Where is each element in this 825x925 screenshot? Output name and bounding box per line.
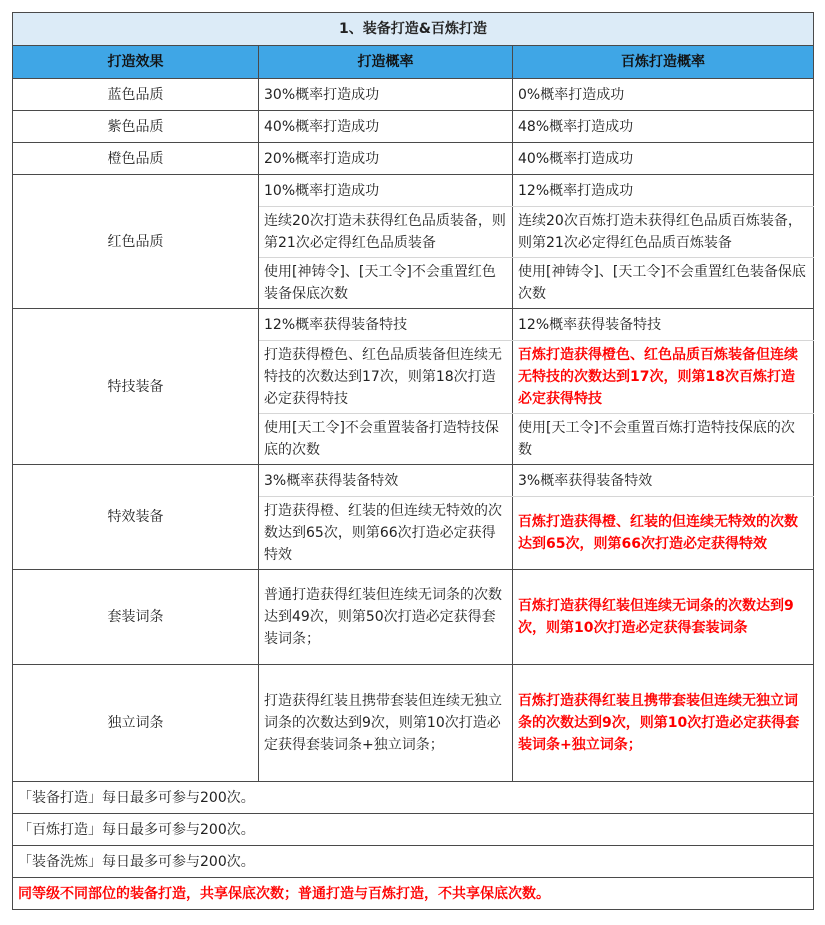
normal-red-1: 10%概率打造成功 <box>259 175 513 207</box>
normal-red-2: 连续20次打造未获得红色品质装备，则第21次必定得红色品质装备 <box>259 207 513 258</box>
table-row <box>13 175 814 207</box>
effect-orange: 橙色品质 <box>13 143 259 175</box>
refine-unique: 百炼打造获得红装且携带套装但连续无独立词条的次数达到9次，则第10次打造必定获得套装词条+独立词条； <box>513 665 814 782</box>
table-row <box>13 79 814 111</box>
refine-skill-3: 使用[天工令]不会重置百炼打造特技保底的次数 <box>513 414 814 465</box>
effect-red: 红色品质 <box>13 175 259 309</box>
table-row <box>13 665 814 782</box>
normal-skill-2: 打造获得橙色、红色品质装备但连续无特技的次数达到17次，则第18次打造必定获得特技 <box>259 341 513 414</box>
effect-set: 套装词条 <box>13 570 259 665</box>
header-effect: 打造效果 <box>13 46 259 79</box>
effect-unique: 独立词条 <box>13 665 259 782</box>
table-row <box>13 782 814 814</box>
normal-unique: 打造获得红装且携带套装但连续无独立词条的次数达到9次，则第10次打造必定获得套装词条+独立词条； <box>259 665 513 782</box>
normal-purple: 40%概率打造成功 <box>259 111 513 143</box>
refine-skill-2: 百炼打造获得橙色、红色品质百炼装备但连续无特技的次数达到17次，则第18次百炼打造必定获得特技 <box>513 341 814 414</box>
note-wash-limit: 「装备洗炼」每日最多可参与200次。 <box>13 846 814 878</box>
refine-purple: 48%概率打造成功 <box>513 111 814 143</box>
refine-red-2: 连续20次百炼打造未获得红色品质百炼装备，则第21次必定得红色品质百炼装备 <box>513 207 814 258</box>
forging-rules-table <box>12 12 814 910</box>
table-row <box>13 814 814 846</box>
refine-special-1: 3%概率获得装备特效 <box>513 465 814 497</box>
table-title: 1、装备打造&百炼打造 <box>13 13 814 46</box>
table-row <box>13 465 814 497</box>
table-row <box>13 846 814 878</box>
refine-red-1: 12%概率打造成功 <box>513 175 814 207</box>
note-refine-limit: 「百炼打造」每日最多可参与200次。 <box>13 814 814 846</box>
effect-skill: 特技装备 <box>13 309 259 465</box>
table-row <box>13 143 814 175</box>
effect-special: 特效装备 <box>13 465 259 570</box>
effect-blue: 蓝色品质 <box>13 79 259 111</box>
refine-special-2: 百炼打造获得橙、红装的但连续无特效的次数达到65次，则第66次打造必定获得特效 <box>513 497 814 570</box>
rules-table-container <box>12 12 813 910</box>
normal-set: 普通打造获得红装但连续无词条的次数达到49次，则第50次打造必定获得套装词条； <box>259 570 513 665</box>
normal-special-1: 3%概率获得装备特效 <box>259 465 513 497</box>
refine-orange: 40%概率打造成功 <box>513 143 814 175</box>
refine-set: 百炼打造获得红装但连续无词条的次数达到9次，则第10次打造必定获得套装词条 <box>513 570 814 665</box>
table-row <box>13 111 814 143</box>
header-normal-rate: 打造概率 <box>259 46 513 79</box>
effect-purple: 紫色品质 <box>13 111 259 143</box>
header-refine-rate: 百炼打造概率 <box>513 46 814 79</box>
table-row <box>13 309 814 341</box>
table-row <box>13 570 814 665</box>
normal-orange: 20%概率打造成功 <box>259 143 513 175</box>
note-forge-limit: 「装备打造」每日最多可参与200次。 <box>13 782 814 814</box>
refine-skill-1: 12%概率获得装备特技 <box>513 309 814 341</box>
note-shared-pity: 同等级不同部位的装备打造，共享保底次数；普通打造与百炼打造，不共享保底次数。 <box>13 878 814 910</box>
normal-red-3: 使用[神铸令]、[天工令]不会重置红色装备保底次数 <box>259 258 513 309</box>
refine-blue: 0%概率打造成功 <box>513 79 814 111</box>
normal-skill-3: 使用[天工令]不会重置装备打造特技保底的次数 <box>259 414 513 465</box>
refine-red-3: 使用[神铸令]、[天工令]不会重置红色装备保底次数 <box>513 258 814 309</box>
normal-skill-1: 12%概率获得装备特技 <box>259 309 513 341</box>
normal-blue: 30%概率打造成功 <box>259 79 513 111</box>
normal-special-2: 打造获得橙、红装的但连续无特效的次数达到65次，则第66次打造必定获得特效 <box>259 497 513 570</box>
table-row <box>13 878 814 910</box>
